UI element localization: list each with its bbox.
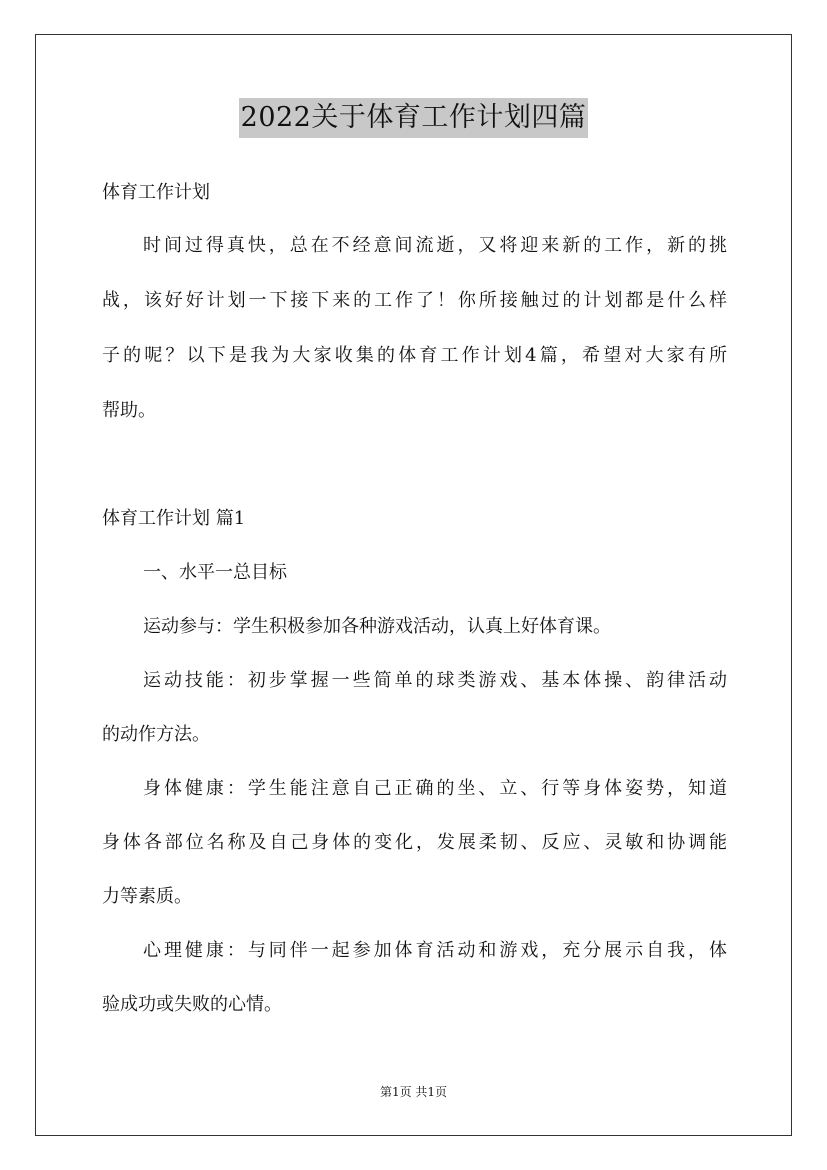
paragraph-line: 身体健康：学生能注意自己正确的坐、立、行等身体姿势，知道 [143, 778, 727, 799]
paragraph-line: 的动作方法。 [102, 724, 210, 745]
document-title: 2022关于体育工作计划四篇 [239, 98, 589, 138]
paragraph-line: 力等素质。 [102, 886, 192, 907]
subsection-heading: 一、水平一总目标 [143, 562, 287, 583]
section-heading: 体育工作计划 [102, 182, 210, 203]
paragraph-line: 验成功或失败的心情。 [102, 994, 282, 1015]
paragraph-line: 心理健康：与同伴一起参加体育活动和游戏，充分展示自我，体 [143, 940, 727, 961]
paragraph-line: 战，该好好计划一下接下来的工作了！你所接触过的计划都是什么样 [102, 290, 727, 311]
paragraph-line: 运动参与：学生积极参加各种游戏活动，认真上好体育课。 [143, 616, 611, 637]
paragraph-line: 时间过得真快，总在不经意间流逝，又将迎来新的工作，新的挑 [143, 235, 727, 256]
title-container [0, 98, 827, 138]
paragraph-line: 帮助。 [102, 400, 156, 421]
paragraph-line: 运动技能：初步掌握一些简单的球类游戏、基本体操、韵律活动 [143, 670, 727, 691]
page-footer: 第1页 共1页 [379, 1085, 448, 1099]
paragraph-line: 身体各部位名称及自己身体的变化，发展柔韧、反应、灵敏和协调能 [102, 832, 727, 853]
section-heading: 体育工作计划 篇1 [102, 508, 246, 529]
paragraph-line: 子的呢？以下是我为大家收集的体育工作计划4篇，希望对大家有所 [102, 345, 727, 366]
